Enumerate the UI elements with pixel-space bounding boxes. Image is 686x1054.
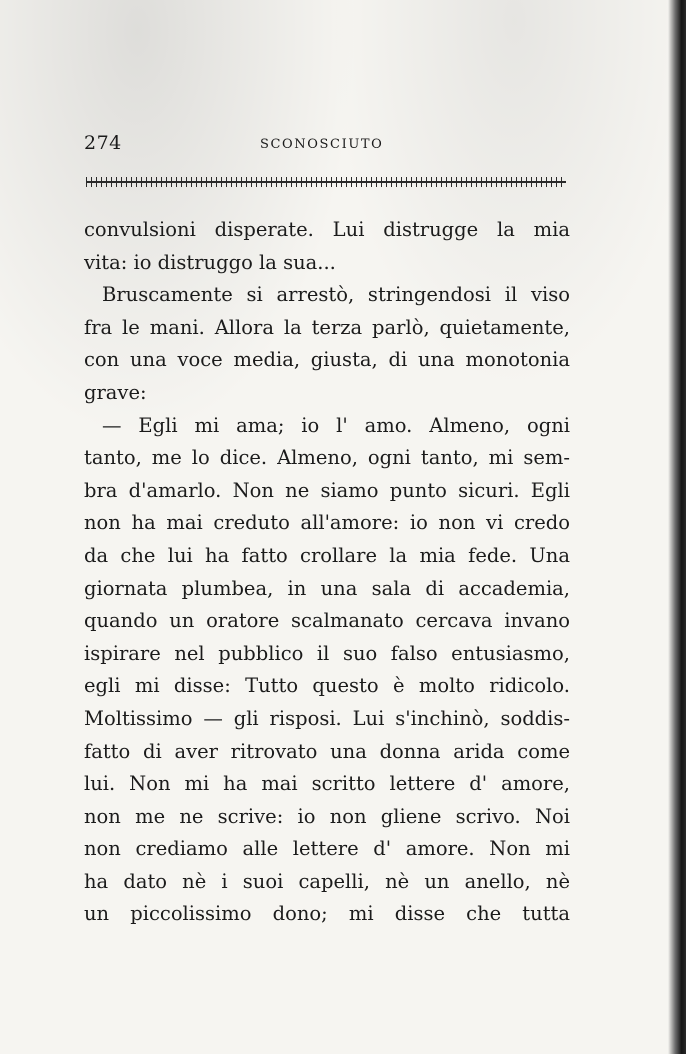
text-line: Bruscamente si arrestò, stringendosi il viso xyxy=(102,283,570,307)
text-line: egli mi disse: Tutto questo è molto ridicolo. xyxy=(84,674,570,698)
text-line: vita: io distruggo la sua... xyxy=(84,250,336,274)
running-title: SCONOSCIUTO xyxy=(260,137,384,152)
text-line: convulsioni disperate. Lui distrugge la mia xyxy=(84,218,570,241)
text-line: quando un oratore scalmanato cercava invano xyxy=(84,609,570,633)
text-line: bra d'amarlo. Non ne siamo punto sicuri. Egli xyxy=(84,478,570,502)
text-line: fatto di aver ritrovato una donna arida come xyxy=(84,739,570,763)
text-line: tanto, me lo dice. Almeno, ogni tanto, mi sem- xyxy=(84,446,570,470)
text-line: grave: xyxy=(84,380,147,404)
page-number: 274 xyxy=(84,132,122,154)
text-line: giornata plumbea, in una sala di accademia, xyxy=(84,576,570,600)
text-line: lui. Non mi ha mai scritto lettere d' amore, xyxy=(84,772,570,796)
text-line: fra le mani. Allora la terza parlò, quietamente, xyxy=(84,315,570,339)
text-line: Moltissimo — gli risposi. Lui s'inchinò, soddis- xyxy=(84,706,570,730)
text-line: con una voce media, giusta, di una monotonia xyxy=(84,348,570,372)
text-line: ispirare nel pubblico il suo falso entusiasmo, xyxy=(84,641,570,665)
text-line: non me ne scrive: io non gliene scrivo. Noi xyxy=(84,804,570,828)
text-line: un piccolissimo dono; mi disse che tutta xyxy=(84,902,570,926)
text-line: — Egli mi ama; io l' amo. Almeno, ogni xyxy=(102,413,570,437)
text-line: ha dato nè i suoi capelli, nè un anello, nè xyxy=(84,869,570,893)
text-line: da che lui ha fatto crollare la mia fede. Una xyxy=(84,543,570,567)
text-line: non ha mai creduto all'amore: io non vi credo xyxy=(84,511,570,535)
page-binding-shadow xyxy=(668,0,686,1054)
ornamental-rule xyxy=(86,177,566,187)
body-text xyxy=(84,214,570,931)
text-line: non crediamo alle lettere d' amore. Non mi xyxy=(84,837,570,861)
running-head xyxy=(84,132,570,158)
